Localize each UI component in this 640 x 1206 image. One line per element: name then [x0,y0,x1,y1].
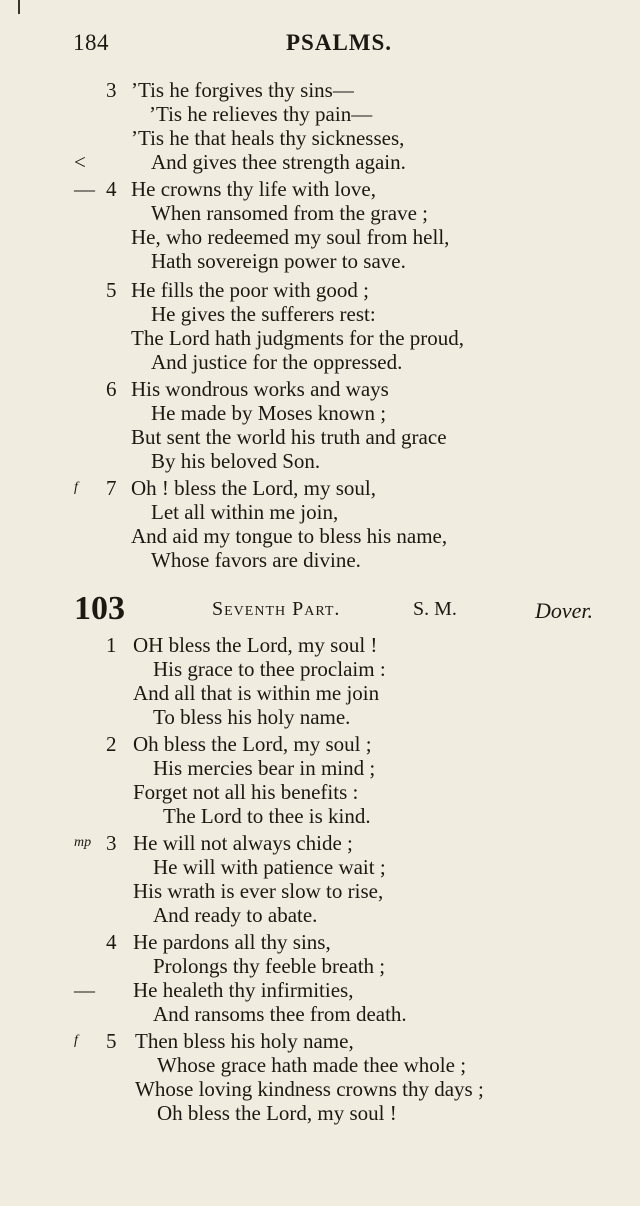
verse-line: By his beloved Son. [151,449,321,473]
verse-line: The Lord to thee is kind. [163,804,371,828]
verse-line: Oh bless the Lord, my soul ; [133,732,372,756]
verse-line: OH bless the Lord, my soul ! [133,633,378,657]
verse-line: He will not always chide ; [133,831,353,855]
verse-line: He fills the poor with good ; [131,278,369,302]
verse-line: He gives the sufferers rest: [151,302,376,326]
verse-number: 4 [106,930,117,954]
dynamic-mark: mp [74,835,92,850]
verse-line: He made by Moses known ; [151,401,387,425]
verse-line: He crowns thy life with love, [131,177,376,201]
hymn-meter: S. M. [413,598,457,620]
verse-line: ’Tis he relieves thy pain— [149,102,373,126]
verse-number: 5 [106,1029,117,1053]
hymn-heading [0,590,640,630]
verse-line: Oh ! bless the Lord, my soul, [131,476,376,500]
verse-number: 7 [106,476,117,500]
verse-number: 5 [106,278,117,302]
verse-number: 2 [106,732,117,756]
verse-line: His wondrous works and ways [131,377,389,401]
dynamic-mark: < [74,150,86,174]
verse-line: Whose loving kindness crowns thy days ; [135,1077,484,1101]
hymn-number: 103 [74,590,125,627]
verse-line: He pardons all thy sins, [133,930,331,954]
hymn-part: Seventh Part. [212,598,341,620]
verse-line: Then bless his holy name, [135,1029,354,1053]
verse-line: ’Tis he that heals thy sicknesses, [131,126,405,150]
running-title: PSALMS. [286,30,393,55]
verse-line: He healeth thy infirmities, [133,978,354,1002]
page-edge-mark [18,0,20,14]
verse-line: And all that is within me join [133,681,380,705]
dynamic-mark: f [74,1033,78,1048]
verse-line: But sent the world his truth and grace [131,425,447,449]
verse-line: Whose grace hath made thee whole ; [157,1053,467,1077]
verse-line: Whose favors are divine. [151,548,361,572]
verse-line: The Lord hath judgments for the proud, [131,326,465,350]
dynamic-mark: — [74,978,95,1002]
verse-line: Prolongs thy feeble breath ; [153,954,386,978]
dynamic-mark: — [74,177,95,201]
verse-line: To bless his holy name. [153,705,351,729]
verse-line: And justice for the oppressed. [151,350,403,374]
verse-line: ’Tis he forgives thy sins— [131,78,354,102]
verse-line: And gives thee strength again. [151,150,406,174]
verse-line: He will with patience wait ; [153,855,386,879]
verse-line: Let all within me join, [151,500,339,524]
verse-line: His mercies bear in mind ; [153,756,376,780]
verse-number: 3 [106,78,117,102]
dynamic-mark: f [74,480,78,495]
verse-line: And aid my tongue to bless his name, [131,524,448,548]
hymn-tune: Dover. [535,598,594,623]
verse-line: He, who redeemed my soul from hell, [131,225,450,249]
verse-line: And ready to abate. [153,903,318,927]
verse-number: 4 [106,177,117,201]
verse-line: Forget not all his benefits : [133,780,359,804]
verse-number: 1 [106,633,117,657]
verse-line: His wrath is ever slow to rise, [133,879,384,903]
verse-line: Oh bless the Lord, my soul ! [157,1101,397,1125]
page-number: 184 [73,30,109,55]
verse-number: 3 [106,831,117,855]
verse-line: And ransoms thee from death. [153,1002,407,1026]
verse-line: Hath sovereign power to save. [151,249,406,273]
verse-line: His grace to thee proclaim : [153,657,386,681]
verse-number: 6 [106,377,117,401]
verse-line: When ransomed from the grave ; [151,201,428,225]
